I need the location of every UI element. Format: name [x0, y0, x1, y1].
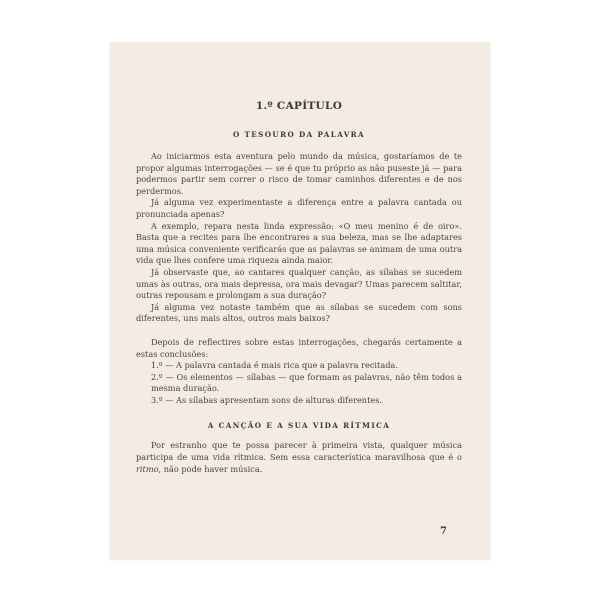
paragraph: Ao iniciarmos esta aventura pelo mundo da música, gostaríamos de te propor algumas interrogações — se é que tu próprio as não puseste já — para podermos partir sem correr o risco de tomar caminhos diferentes e de nos perdermos. [136, 151, 462, 196]
paragraph: Já alguma vez notaste também que as sílabas se sucedem com sons diferentes, uns mais altos, outros mais baixos? [136, 301, 462, 324]
chapter-title: 1.º CAPÍTULO [255, 100, 343, 112]
paragraph: A exemplo, repara nesta linda expressão: «O meu menino é de oiro». Basta que a recites para lhe encontrares a sua beleza, mas se lhe adaptares uma música conveniente verificarás que as palavras se animam de uma outra vida que lhes confere uma riqueza ainda maior. [136, 220, 462, 266]
conclusion-item: 3.º — As sílabas apresentam sons de alturas diferentes. [151, 394, 383, 405]
rhythm-term: ritmo [136, 463, 159, 474]
page-number: 7 [440, 526, 447, 537]
paragraph: Já observaste que, ao cantares qualquer canção, as sílabas se sucedem umas às outras, ora mais depressa, ora mais devagar? Umas parecem saltitar, outras repousam e prolongam a sua duração? [136, 266, 462, 301]
paragraph: Depois de reflectires sobre estas interrogações, chegarás certamente a estas conclusões: [136, 336, 462, 359]
conclusion-item: 1.º — A palavra cantada é mais rica que a palavra recitada. [151, 360, 398, 371]
section-title-tesouro: O TESOURO DA PALAVRA [232, 130, 366, 139]
section-title-cancao: A CANÇÃO E A SUA VIDA RÍTMICA [207, 421, 391, 431]
page-content [136, 100, 462, 475]
conclusion-item: 2.º — Os elementos — sílabas — que formam as palavras, não têm todos a mesma duração. [151, 371, 462, 394]
rhythm-text-before: Por estranho que te possa parecer à primeira vista, qualquer música participa de uma vida rítmica. Sem essa característica maravilhosa que é o [136, 440, 462, 463]
rhythm-text-after: , não pode haver música. [158, 463, 263, 474]
paragraph: Já alguma vez experimentaste a diferença entre a palavra cantada ou pronunciada apenas? [136, 197, 462, 219]
paragraph-rhythm [136, 440, 462, 475]
